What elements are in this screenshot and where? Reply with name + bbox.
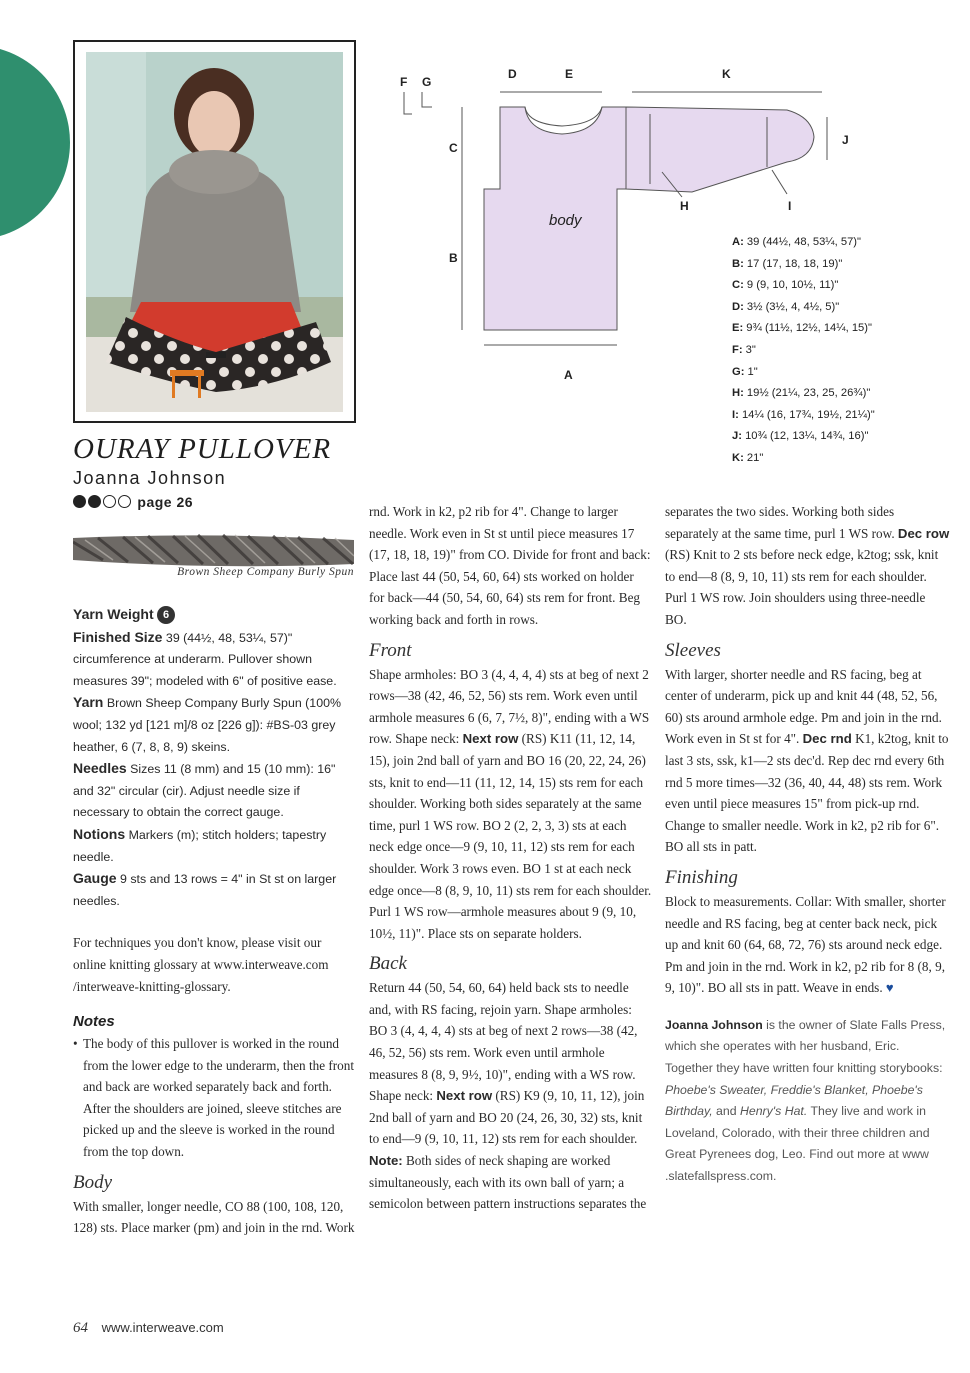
- back-heading: Back: [369, 953, 407, 975]
- measurement-h: H: 19½ (21¼, 23, 25, 26¾)": [732, 387, 871, 400]
- column-front-back-content: [369, 501, 652, 1215]
- finishing-instructions: Block to measurements. Collar: With smaller, shorter needle and RS facing, beg at center back neck, pick up and knit 60 (64, 68, 72, 76) sts around neck edge. Pm and join in the rnd. Work in k2, p2 rib for 8 (8, 9, 9, 10)". BO all sts in patt. Weave in ends. ♥: [665, 893, 946, 996]
- label-c: C: [449, 141, 458, 155]
- column-sleeves-finishing: [665, 501, 950, 1188]
- back-instructions-tail: separates the two sides. Working both sides separately at the same time, purl 1 WS row. Dec row (RS) Knit to 2 sts before neck edge, k2tog; ssk, knit to end—8 (8, 9, 10, 11) sts rem for each shoulder. Purl 1 WS row. Join shoulders using three-needle BO.: [665, 504, 950, 627]
- measurement-g: G: 1": [732, 365, 758, 378]
- heart-icon: ♥: [885, 980, 894, 996]
- sleeves-heading: Sleeves: [665, 639, 721, 661]
- label-k: K: [722, 67, 731, 81]
- section-tab: [0, 45, 70, 240]
- yarn-weight-badge-icon: 6: [157, 606, 175, 624]
- measurement-e: E: 9¾ (11½, 12½, 14¼, 15)": [732, 322, 872, 335]
- label-b: B: [449, 251, 458, 265]
- back-instructions: Return 44 (50, 54, 60, 64) held back sts to needle and, with RS facing, rejoin yarn. Shape armholes: BO 3 (4, 4, 4, 4) sts at beg of next 2 rows—38 (42, 46, 52, 56) sts rem. Work even until armhole measures 8 (8, 9, 9½, 10)", ending with a WS row. Shape neck: Next row (RS) K9 (9, 10, 11, 12), join 2nd ball of yarn and BO 20 (24, 26, 30, 32) sts, knit to end—9 (9, 10, 11, 12) sts rem for each shoulder. Note: Both sides of neck shaping are worked simultaneously, each with its own ball of yarn; a semicolon between pattern instructions separates the: [369, 980, 647, 1212]
- front-heading: Front: [369, 639, 412, 661]
- note-item: • The body of this pullover is worked in the round from the lower edge to the underarm, then the front and back are worked separately back and forth. After the shoulders are joined, sleeve stitches are picked up and the sleeve is worked in the round from the top down.: [83, 1033, 355, 1163]
- yarn-caption: Brown Sheep Company Burly Spun: [177, 566, 354, 578]
- measurement-k: K: 21": [732, 451, 764, 464]
- pattern-title: OURAY PULLOVER: [73, 433, 332, 465]
- spec-finished-size: Finished Size 39 (44½, 48, 53¼, 57)" circumference at underarm. Pullover shown measures 39"; modeled with 6" of positive ease.: [73, 628, 337, 688]
- label-j: J: [842, 133, 849, 147]
- spec-needles: Needles Sizes 11 (8 mm) and 15 (10 mm): 16" and 32" circular (cir). Adjust needle size if necessary to obtain the correct gauge.: [73, 760, 336, 820]
- sleeves-instructions: With larger, shorter needle and RS facing, beg at center of underarm, pick up and knit 44 (48, 52, 56, 60) sts around armhole edge. Pm and join in the rnd. Work even in St st for 4". Dec rnd K1, k2tog, knit to last 3 sts, ssk, k1—2 sts dec'd. Rep dec rnd every 6th rnd 5 more times—32 (36, 40, 44, 48) sts rem. Work even until piece measures 15" from pick-up rnd. Change to smaller needle. Work in k2, p2 rib for 6". BO all sts in patt.: [665, 666, 949, 855]
- spec-notions: Notions Markers (m); stitch holders; tapestry needle.: [73, 825, 327, 864]
- spec-yarn-weight: Yarn Weight 6: [73, 604, 355, 627]
- techniques-note: For techniques you don't know, please visit our online knitting glossary at www.interweave.com /interweave-knitting-glossary.: [73, 935, 329, 994]
- measurement-a: A: 39 (44½, 48, 53¼, 57)": [732, 236, 861, 248]
- page-footer: [73, 1320, 224, 1337]
- measurements-list: [732, 232, 962, 470]
- measurement-c: C: 9 (9, 10, 10½, 11)": [732, 279, 839, 292]
- page-number: 64: [73, 1320, 88, 1336]
- spec-yarn: Yarn Brown Sheep Company Burly Spun (100% wool; 132 yd [121 m]/8 oz [226 g]): #BS-03 grey heather, 6 (7, 8, 8, 9) skeins.: [73, 694, 341, 754]
- body-instructions: With smaller, longer needle, CO 88 (100, 108, 120, 128) sts. Place marker (pm) and join in the rnd. Work: [73, 1198, 355, 1236]
- label-e: E: [565, 67, 574, 81]
- label-h: H: [680, 199, 689, 213]
- label-g: G: [422, 75, 432, 89]
- skill-dot-empty-icon: [103, 495, 116, 508]
- skill-dot-filled-icon: [73, 495, 86, 508]
- spec-gauge: Gauge 9 sts and 13 rows = 4" in St st on larger needles.: [73, 870, 337, 908]
- label-i: I: [788, 199, 792, 213]
- measurement-b: B: 17 (17, 18, 18, 19)": [732, 257, 843, 270]
- label-body: body: [549, 212, 582, 229]
- designer-bio: Joanna Johnson is the owner of Slate Falls Press, which she operates with her husband, Eric. Together they have written four knitting storybooks: Phoebe's Sweater, Freddie's Blanket, Phoebe's Birthday, and Henry's Hat. They live and work in Loveland, Colorado, with their three children and Great Pyrenees dog, Leo. Find out more at www .slatefallspress.com.: [665, 1017, 946, 1184]
- body-heading: Body: [73, 1171, 113, 1193]
- measurement-j: J: 10¾ (12, 13¼, 14¾, 16)": [732, 430, 869, 443]
- skill-level: [73, 494, 193, 510]
- column-specs: [73, 604, 355, 1240]
- yarn-swatch-image: [73, 530, 354, 570]
- body-instructions-tail: rnd. Work in k2, p2 rib for 4". Change to larger needle. Work even in St st until piece measures 17 (17, 18, 18, 19)" from CO. Divide for front and back: Place last 44 (50, 54, 60, 64) sts worked on holder for back—44 (50, 54, 60, 64) sts rem for front. Beg working back and forth in rows.: [369, 504, 651, 627]
- skill-page-ref: page 26: [137, 494, 194, 510]
- finishing-heading: Finishing: [665, 866, 738, 888]
- label-a: A: [564, 368, 573, 382]
- measurement-i: I: 14¼ (16, 17¾, 19½, 21¼)": [732, 408, 875, 421]
- photo-frame: [73, 40, 356, 423]
- label-f: F: [400, 75, 408, 89]
- measurement-d: D: 3½ (3½, 4, 4½, 5)": [732, 300, 840, 313]
- footer-website: www.interweave.com: [101, 1320, 224, 1335]
- notes-heading: Notes: [73, 1013, 115, 1031]
- designer-name: Joanna Johnson: [73, 468, 227, 488]
- front-instructions: Shape armholes: BO 3 (4, 4, 4, 4) sts at beg of next 2 rows—38 (42, 46, 52, 56) sts rem. Work even until armhole measures 6 (6, 7, 7½, 8)", ending with a WS row. Shape neck: Next row (RS) K11 (11, 12, 14, 15), join 2nd ball of yarn and BO 16 (20, 22, 24, 26) sts, knit to end—11 (11, 12, 14, 15) sts rem for each shoulder. Working both sides separately at the same time, purl 1 WS row. BO 2 (2, 2, 3, 3) sts at each neck edge once—9 (9, 10, 11, 12) sts rem for each shoulder. Work 3 rows even. BO 1 st at each neck edge once—8 (8, 9, 10, 11) sts rem for each shoulder. Purl 1 WS row—armhole measures about 9 (9, 10, 10½, 11)". Place sts on separate holders.: [369, 666, 652, 941]
- skill-dot-filled-icon: [88, 495, 101, 508]
- notes-list: [73, 1033, 355, 1163]
- skill-dot-empty-icon: [118, 495, 131, 508]
- model-photo: [86, 52, 343, 412]
- measurement-f: F: 3": [732, 343, 756, 356]
- label-d: D: [508, 67, 517, 81]
